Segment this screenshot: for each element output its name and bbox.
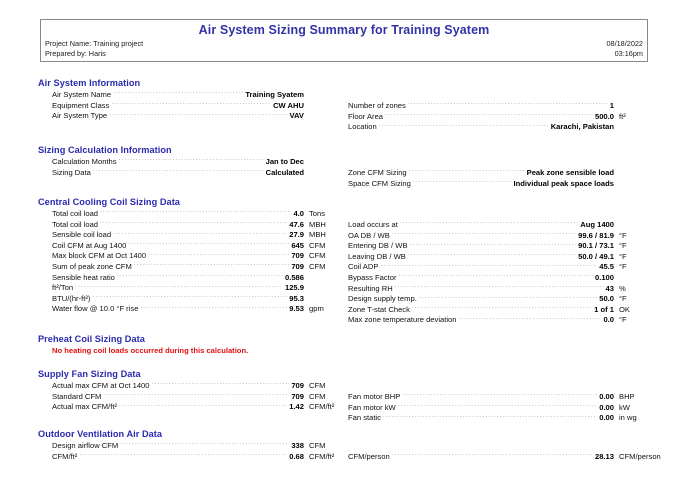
data-row	[348, 252, 658, 263]
dot-leader	[395, 284, 604, 291]
row-label: Zone CFM Sizing	[348, 168, 407, 177]
row-value: 9.53	[289, 304, 304, 314]
row-unit: CFM	[309, 441, 326, 450]
dot-leader	[410, 241, 577, 248]
row-label: Sizing Data	[52, 167, 91, 177]
data-row	[52, 273, 348, 284]
data-row	[348, 179, 658, 190]
row-label: Number of zones	[348, 101, 406, 110]
row-unit: kW	[619, 402, 630, 412]
data-row	[348, 273, 658, 284]
dot-leader	[380, 262, 597, 269]
row-unit: gpm	[309, 304, 324, 314]
dot-leader	[458, 315, 601, 322]
dot-leader	[75, 283, 283, 290]
row-label: Floor Area	[348, 111, 384, 121]
row-unit: °F	[619, 251, 627, 261]
row-unit: CFM/person	[619, 452, 661, 461]
row-unit: CFM/ft²	[309, 402, 335, 412]
dot-leader	[119, 157, 264, 164]
row-unit: CFM	[309, 261, 326, 271]
row-label: Total coil load	[52, 219, 99, 229]
row-label: Fan motor BHP	[348, 392, 401, 401]
row-value: Training Syatem	[245, 90, 304, 99]
row-value: 50.0	[599, 294, 614, 304]
row-label: Fan motor kW	[348, 402, 396, 412]
column-right	[348, 441, 661, 463]
dot-leader	[148, 251, 289, 258]
section-outdoor-ventilation-air-data	[38, 429, 678, 463]
data-row	[52, 90, 348, 101]
dot-leader	[113, 90, 243, 97]
row-label: Fan static	[348, 413, 381, 423]
data-row	[52, 452, 348, 463]
row-value: 27.9	[289, 230, 304, 240]
data-row	[348, 262, 658, 273]
dot-leader	[392, 452, 593, 459]
dot-leader	[93, 168, 264, 175]
row-label: Design airflow CFM	[52, 441, 119, 450]
row-value: 90.1 / 73.1	[578, 241, 614, 251]
data-row	[52, 294, 348, 305]
row-value: 99.6 / 81.9	[578, 230, 614, 240]
data-row	[348, 168, 658, 179]
row-label: Sensible coil load	[52, 230, 112, 240]
data-row	[52, 402, 348, 413]
section-title-outdoor-ventilation-air-data: Outdoor Ventilation Air Data	[38, 429, 163, 439]
row-label: Coil CFM at Aug 1400	[52, 240, 127, 250]
data-row	[52, 251, 348, 262]
row-value: 0.0	[603, 315, 614, 325]
dot-leader	[412, 305, 592, 312]
row-label: Location	[348, 122, 377, 132]
data-row	[348, 231, 658, 242]
dot-leader	[92, 294, 287, 301]
row-label: Actual max CFM at Oct 1400	[52, 381, 150, 390]
row-value: 50.0 / 49.1	[578, 251, 614, 261]
data-row	[348, 241, 658, 252]
row-value: 43	[605, 283, 614, 293]
row-value: 45.5	[599, 262, 614, 272]
data-row	[348, 305, 658, 316]
row-unit: Tons	[309, 209, 326, 218]
row-label: Total coil load	[52, 209, 99, 218]
section-columns	[38, 157, 678, 189]
row-value: 500.0	[594, 111, 614, 121]
row-unit: in wg	[619, 413, 637, 423]
data-row	[348, 220, 658, 231]
row-unit: CFM	[309, 240, 326, 250]
row-label: Water flow @ 10.0 °F rise	[52, 304, 139, 314]
dot-leader	[409, 168, 525, 175]
data-row	[52, 441, 348, 452]
dot-leader	[120, 441, 289, 448]
row-label: Air System Name	[52, 90, 112, 99]
data-row	[52, 304, 348, 315]
data-row	[52, 111, 348, 122]
column-left	[38, 441, 348, 463]
section-supply-fan-sizing-data	[38, 369, 678, 424]
row-value: Jan to Dec	[265, 157, 304, 166]
row-value: Peak zone sensible load	[526, 168, 614, 177]
row-label: Zone T-stat Check	[348, 304, 410, 314]
data-row	[52, 262, 348, 273]
data-row	[52, 392, 348, 403]
data-row	[52, 157, 348, 168]
row-label: Bypass Factor	[348, 272, 397, 282]
section-air-system-information	[38, 78, 678, 133]
row-value: 709	[291, 261, 304, 271]
section-columns	[38, 441, 678, 463]
report-date: 08/18/2022	[606, 39, 643, 48]
dot-leader	[100, 220, 287, 227]
header-meta	[45, 39, 643, 58]
row-value: 0.100	[594, 272, 614, 282]
row-unit: °F	[619, 315, 627, 325]
column-right	[348, 157, 658, 189]
section-sizing-calculation-information	[38, 145, 678, 189]
row-value: VAV	[289, 111, 304, 121]
row-value: 709	[291, 251, 304, 261]
dot-leader	[111, 101, 271, 108]
data-row	[52, 101, 348, 112]
section-title-preheat-coil-sizing-data: Preheat Coil Sizing Data	[38, 334, 145, 344]
row-label: Leaving DB / WB	[348, 251, 406, 261]
data-row	[348, 112, 658, 123]
row-value: 709	[291, 381, 304, 390]
row-label: Space CFM Sizing	[348, 178, 411, 188]
row-unit: OK	[619, 304, 630, 314]
dot-leader	[103, 392, 289, 399]
row-unit: °F	[619, 241, 627, 251]
data-row	[348, 101, 658, 112]
dot-leader	[119, 402, 287, 409]
section-title-supply-fan-sizing-data: Supply Fan Sizing Data	[38, 369, 141, 379]
row-value: 0.586	[284, 272, 304, 282]
section-columns	[38, 381, 678, 424]
data-row	[348, 284, 658, 295]
row-value: CW AHU	[273, 100, 304, 110]
row-value: 28.13	[594, 452, 614, 461]
column-left	[38, 209, 348, 326]
row-value: 1 of 1	[594, 304, 614, 314]
data-row	[348, 122, 658, 133]
row-value: 0.00	[599, 413, 614, 423]
header-project-info	[45, 39, 143, 58]
row-label: Load occurs at	[348, 220, 398, 229]
row-value: 4.0	[293, 209, 304, 218]
row-unit: MBH	[309, 219, 326, 229]
column-right	[348, 90, 658, 133]
row-unit: %	[619, 283, 626, 293]
row-label: Equipment Class	[52, 100, 110, 110]
row-value: 1.42	[289, 402, 304, 412]
row-value: 338	[291, 441, 304, 450]
row-unit: CFM/ft²	[309, 451, 335, 461]
row-label: Standard CFM	[52, 391, 102, 401]
section-title-air-system-information: Air System Information	[38, 78, 141, 88]
report-time: 03:16pm	[614, 48, 643, 58]
row-value: Karachi, Pakistan	[550, 122, 614, 132]
dot-leader	[152, 381, 290, 388]
dot-leader	[117, 273, 283, 280]
row-value: 47.6	[289, 219, 304, 229]
row-unit: BHP	[619, 392, 635, 401]
data-row	[52, 230, 348, 241]
row-value: 1	[609, 101, 614, 110]
page-title: Air System Sizing Summary for Training Syatem	[198, 23, 490, 37]
section-central-cooling-coil-sizing-data	[38, 197, 678, 326]
row-label: OA DB / WB	[348, 230, 390, 240]
data-row	[348, 315, 658, 326]
row-label: Max zone temperature deviation	[348, 315, 457, 325]
row-unit: CFM	[309, 251, 326, 261]
row-unit: °F	[619, 294, 627, 304]
row-label: Max block CFM at Oct 1400	[52, 251, 147, 261]
data-row	[348, 403, 658, 414]
row-value: 0.00	[599, 402, 614, 412]
dot-leader	[399, 273, 593, 280]
data-row	[348, 294, 658, 305]
preheat-no-load-note: No heating coil loads occurred during this calculation.	[52, 346, 249, 355]
data-row	[52, 220, 348, 231]
header-timestamp	[606, 39, 643, 58]
section-title-central-cooling-coil-sizing-data: Central Cooling Coil Sizing Data	[38, 197, 180, 207]
column-left	[38, 381, 348, 424]
row-value: 0.68	[289, 451, 304, 461]
row-value: 0.00	[599, 392, 614, 401]
dot-leader	[402, 392, 597, 399]
dot-leader	[419, 294, 597, 301]
data-row	[348, 392, 658, 403]
dot-leader	[379, 122, 549, 129]
report-header	[40, 19, 648, 62]
row-label: BTU/(hr-ft²)	[52, 293, 91, 303]
dot-leader	[400, 220, 578, 227]
dot-leader	[392, 231, 576, 238]
section-columns	[38, 90, 678, 133]
dot-leader	[413, 179, 512, 186]
dot-leader	[109, 111, 287, 118]
dot-leader	[408, 101, 608, 108]
data-row	[52, 168, 348, 179]
column-right	[348, 381, 658, 424]
column-left	[38, 90, 348, 133]
row-unit: CFM	[309, 381, 326, 390]
row-unit: °F	[619, 262, 627, 272]
row-value: 709	[291, 391, 304, 401]
section-title-sizing-calculation-information: Sizing Calculation Information	[38, 145, 172, 155]
row-unit: CFM	[309, 391, 326, 401]
prepared-by: Prepared by: Haris	[45, 48, 106, 58]
row-label: Entering DB / WB	[348, 241, 408, 251]
project-name: Project Name: Training project	[45, 39, 144, 48]
column-right	[348, 209, 658, 326]
dot-leader	[128, 241, 289, 248]
dot-leader	[385, 112, 593, 119]
row-value: 645	[291, 240, 304, 250]
row-label: Sum of peak zone CFM	[52, 261, 132, 271]
row-label: ft²/Ton	[52, 283, 74, 293]
row-unit: MBH	[309, 230, 326, 240]
row-value: 95.3	[289, 293, 304, 303]
row-label: Calculation Months	[52, 157, 117, 166]
row-label: Design supply temp.	[348, 294, 417, 304]
column-left	[38, 157, 348, 189]
row-label: CFM/ft²	[52, 451, 78, 461]
data-row	[348, 413, 658, 424]
dot-leader	[140, 304, 287, 311]
row-label: Sensible heat ratio	[52, 272, 115, 282]
dot-leader	[134, 262, 290, 269]
row-value: 125.9	[284, 283, 304, 293]
row-value: Aug 1400	[580, 220, 614, 229]
data-row	[52, 209, 348, 220]
row-label: Air System Type	[52, 111, 108, 121]
dot-leader	[408, 252, 576, 259]
dot-leader	[398, 403, 598, 410]
dot-leader	[79, 452, 287, 459]
data-row	[348, 452, 661, 463]
row-label: Coil ADP	[348, 262, 379, 272]
dot-leader	[383, 413, 597, 420]
row-value: Calculated	[265, 167, 304, 177]
row-label: Actual max CFM/ft²	[52, 402, 117, 412]
row-label: Resulting RH	[348, 283, 393, 293]
data-row	[52, 283, 348, 294]
dot-leader	[113, 230, 287, 237]
section-preheat-coil-sizing-data	[38, 334, 678, 357]
section-columns	[38, 209, 678, 326]
row-label: CFM/person	[348, 452, 390, 461]
data-row	[52, 241, 348, 252]
row-unit: °F	[619, 230, 627, 240]
row-unit: ft²	[619, 111, 626, 121]
dot-leader	[100, 209, 291, 216]
data-row	[52, 381, 348, 392]
row-value: Individual peak space loads	[513, 178, 614, 188]
